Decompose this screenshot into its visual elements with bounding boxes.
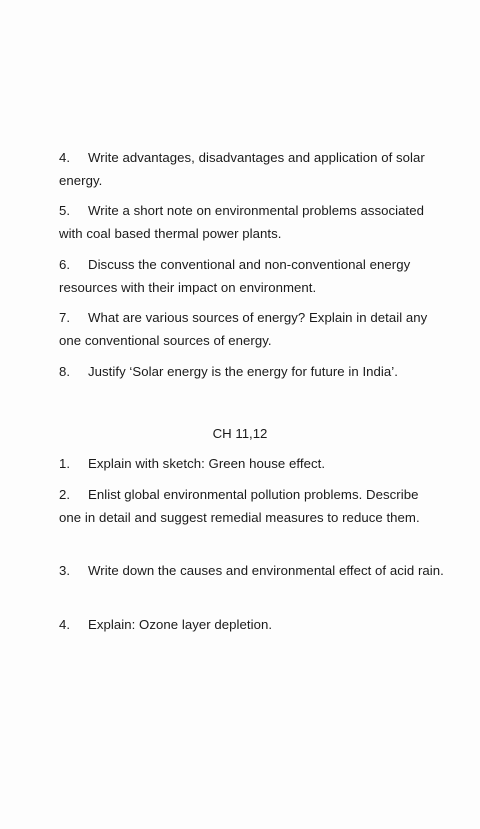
question-item bbox=[59, 452, 444, 475]
question-number: 8. bbox=[59, 364, 71, 379]
question-item bbox=[59, 483, 444, 529]
question-number: 5. bbox=[59, 203, 71, 218]
question-text: What are various sources of energy? Explain in detail any one conventional sources of energy. bbox=[59, 310, 428, 348]
section-heading: CH 11,12 bbox=[212, 426, 268, 441]
question-item bbox=[59, 253, 444, 299]
question-item bbox=[59, 613, 444, 636]
question-item bbox=[59, 306, 444, 352]
question-text: Justify ‘Solar energy is the energy for future in India’. bbox=[88, 364, 398, 379]
question-item bbox=[59, 559, 444, 582]
question-item bbox=[59, 199, 444, 245]
question-number: 2. bbox=[59, 487, 71, 502]
question-number: 4. bbox=[59, 617, 71, 632]
question-number: 1. bbox=[59, 456, 71, 471]
question-number: 6. bbox=[59, 257, 71, 272]
question-text: Explain with sketch: Green house effect. bbox=[88, 456, 326, 471]
question-text: Discuss the conventional and non-conventional energy resources with their impact on environment. bbox=[59, 257, 411, 295]
question-number: 4. bbox=[59, 150, 71, 165]
question-text: Write a short note on environmental problems associated with coal based thermal power plants. bbox=[59, 203, 425, 241]
question-number: 3. bbox=[59, 563, 71, 578]
question-text: Enlist global environmental pollution problems. Describe one in detail and suggest remedial measures to reduce them. bbox=[59, 487, 420, 525]
question-item bbox=[59, 146, 444, 192]
question-text: Write down the causes and environmental effect of acid rain. bbox=[88, 563, 444, 578]
question-number: 7. bbox=[59, 310, 71, 325]
question-text: Write advantages, disadvantages and application of solar energy. bbox=[59, 150, 425, 188]
question-text: Explain: Ozone layer depletion. bbox=[88, 617, 273, 632]
question-item bbox=[59, 360, 444, 383]
